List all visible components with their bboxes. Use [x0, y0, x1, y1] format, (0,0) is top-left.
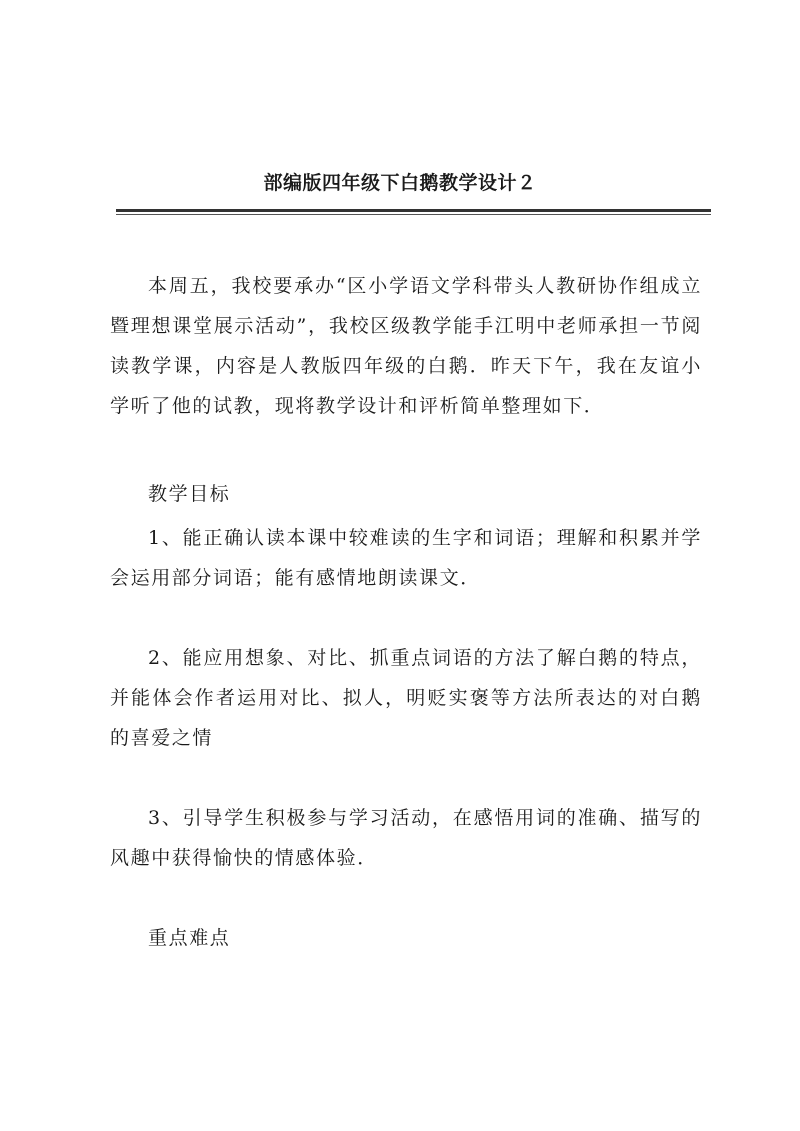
goal-item-1: 1、能正确认读本课中较难读的生字和词语；理解和积累并学会运用部分词语；能有感情地朗读课文．	[110, 527, 702, 589]
section-heading-goals: 教学目标	[148, 483, 231, 505]
intro-paragraph: 本周五，我校要承办“区小学语文学科带头人教研协作组成立暨理想课堂展示活动”，我校区级教学能手江明中老师承担一节阅读教学课，内容是人教版四年级的白鹅．昨天下午，我在友谊小学听了他的试教，现将教学设计和评析简单整理如下．	[110, 275, 702, 417]
title-divider-thin	[116, 214, 711, 215]
goal-item-2: 2、能应用想象、对比、抓重点词语的方法了解白鹅的特点，并能体会作者运用对比、拟人，明贬实褒等方法所表达的对白鹅的喜爱之情	[110, 647, 702, 749]
document-title: 部编版四年级下白鹅教学设计２	[263, 172, 537, 194]
document-body	[110, 266, 702, 958]
section-heading-key-points: 重点难点	[148, 927, 231, 949]
title-divider-thick	[116, 209, 711, 212]
goal-item-3: 3、引导学生积极参与学习活动，在感悟用词的准确、描写的风趣中获得愉快的情感体验．	[110, 807, 702, 869]
